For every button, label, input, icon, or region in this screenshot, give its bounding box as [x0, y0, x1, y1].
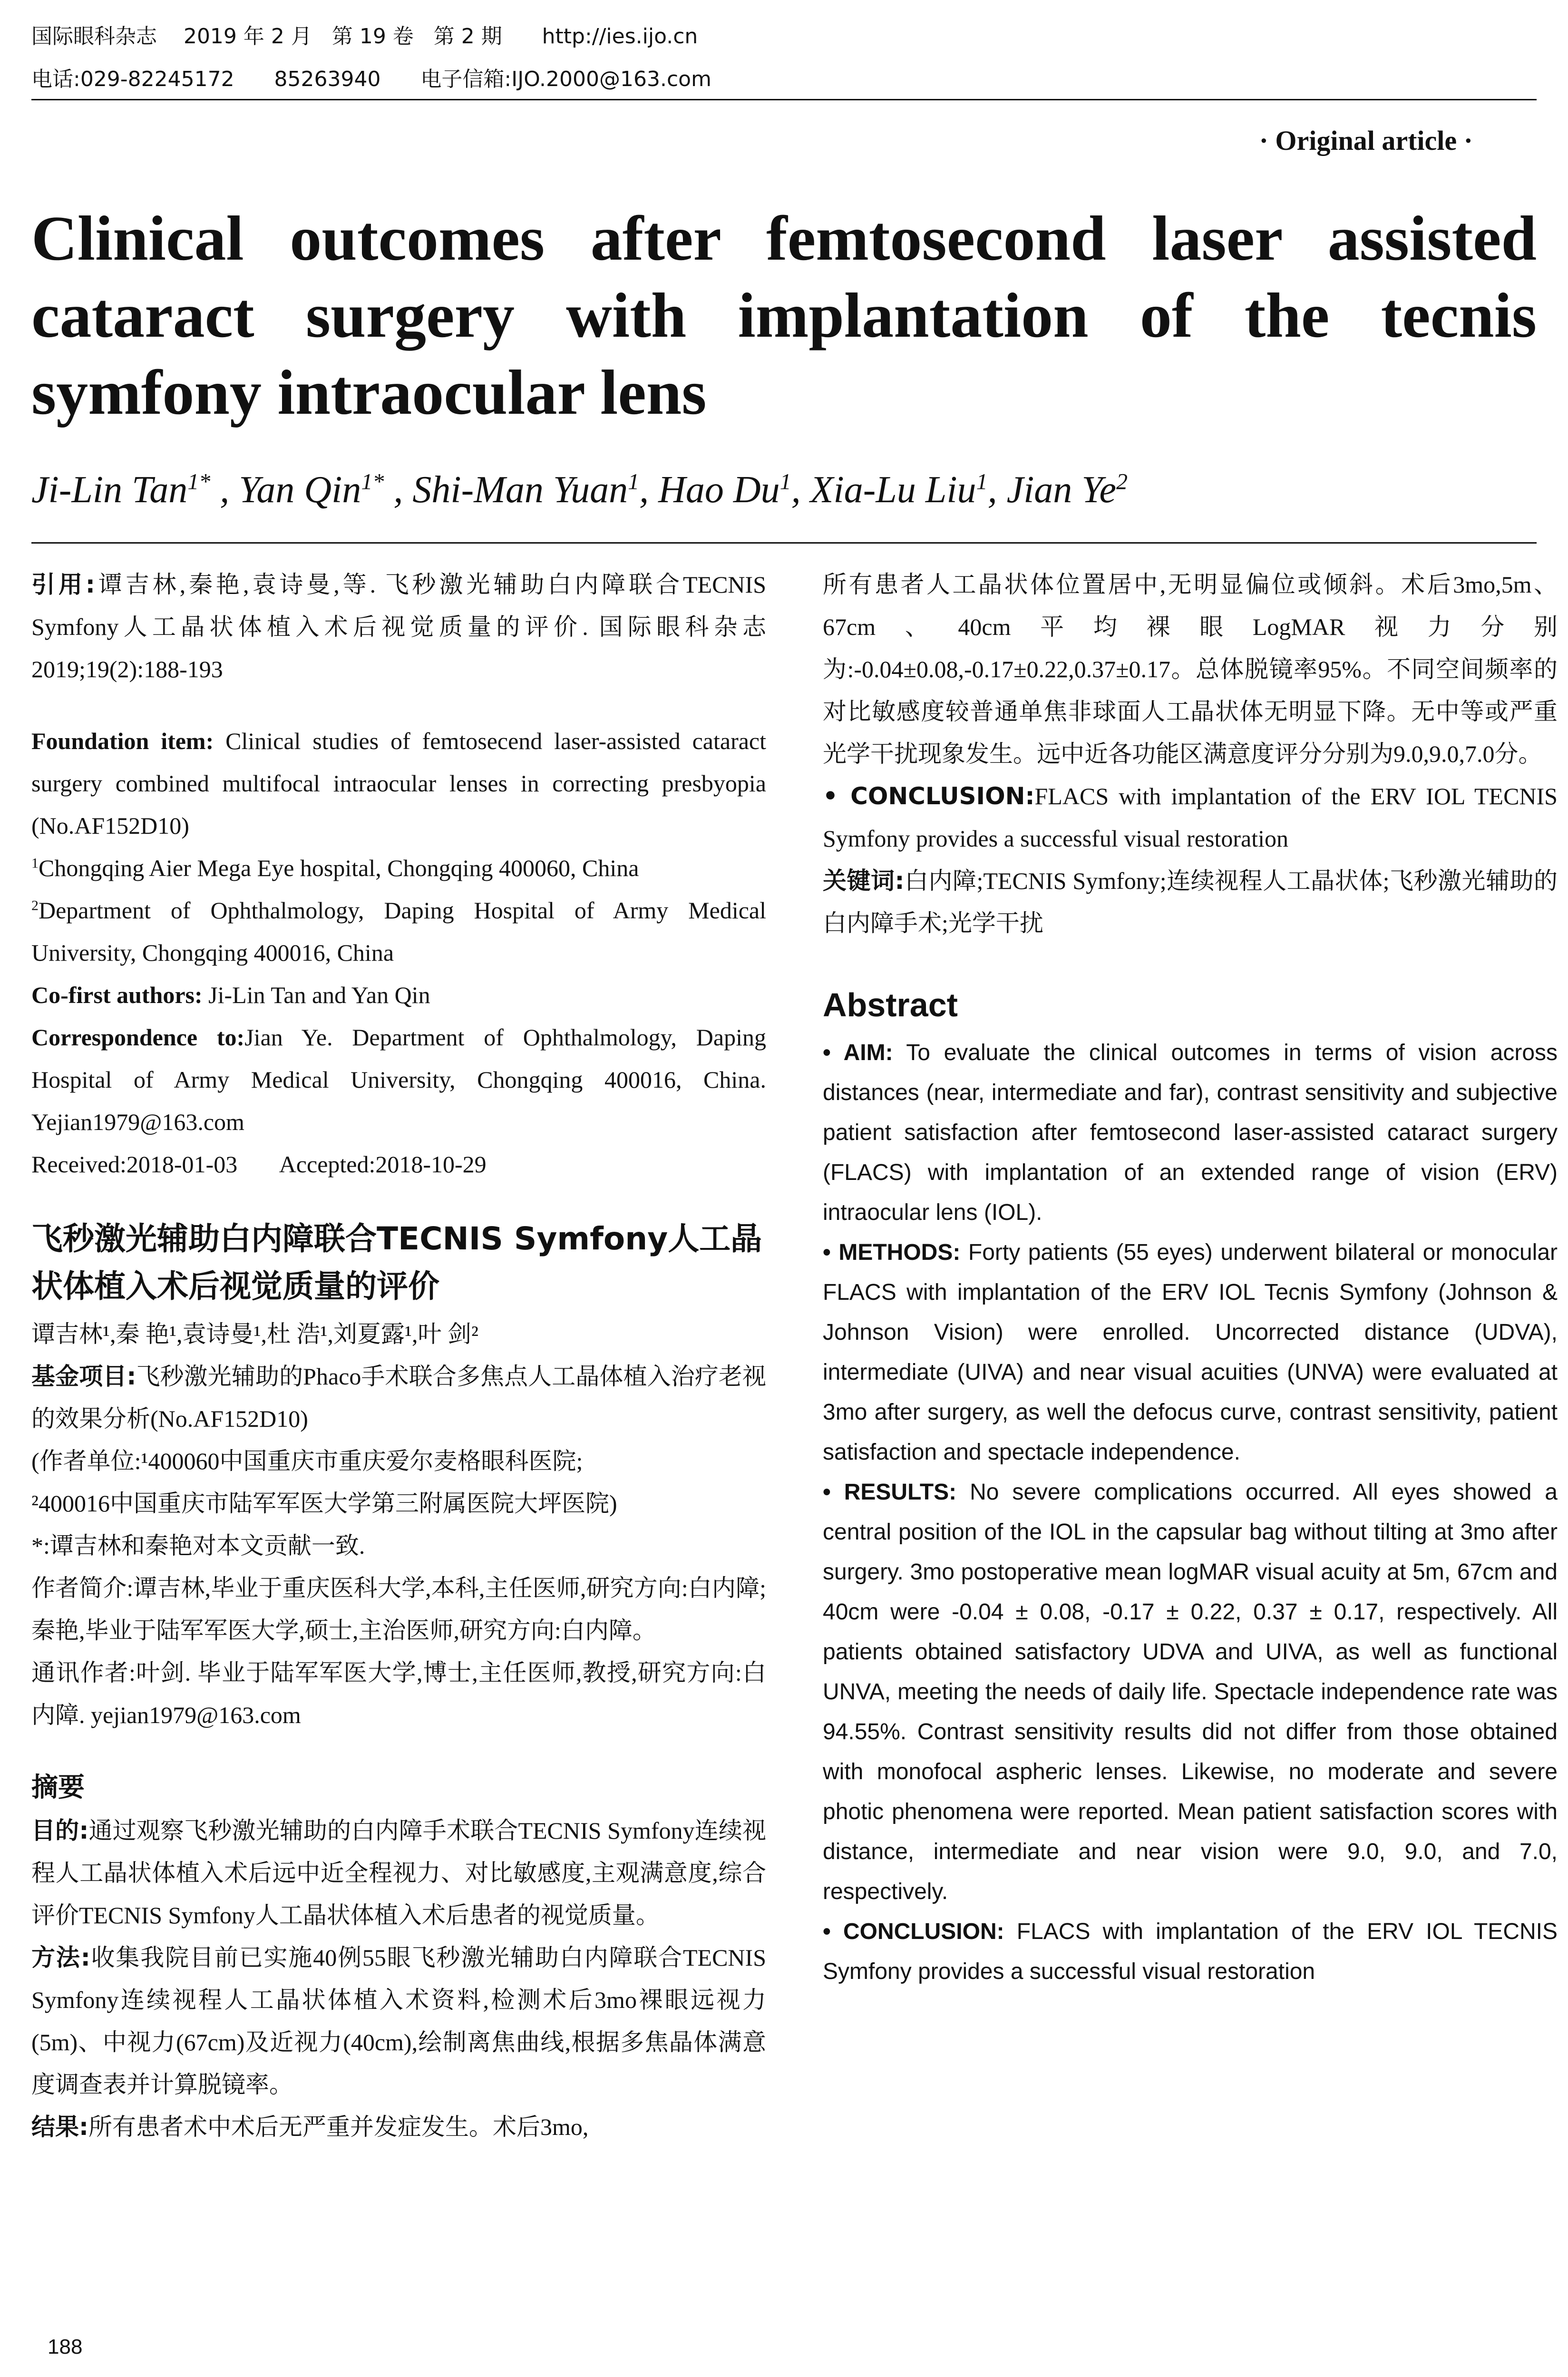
abstract-cn-heading: 摘要: [31, 1772, 85, 1803]
author: Ji-Lin Tan$^{1*}$ ,: [31, 469, 230, 511]
right-column: [823, 564, 1558, 1992]
journal-header-line2: 电话:029-82245172 85263940 电子信箱:IJO.2000@163.com: [31, 67, 711, 91]
author: Xia-Lu Liu$^1$,: [810, 469, 997, 511]
fund-item-cn: 基金项目:飞秒激光辅助的Phaco手术联合多焦点人工晶体植入治疗老视的效果分析(No.AF152D10): [31, 1363, 766, 1432]
page-number: 188: [48, 2335, 83, 2358]
author: Hao Du$^1$,: [658, 469, 801, 511]
author-bio: 作者简介:谭吉林,毕业于重庆医科大学,本科,主任医师,研究方向:白内障;秦艳,毕业于陆军军医大学,硕士,主治医师,研究方向:白内障。: [31, 1575, 766, 1644]
foundation-item: Foundation item: Clinical studies of femtosecend laser-assisted cataract surgery combined multifocal intraocular lenses in correcting presbyopia (No.AF152D10): [31, 728, 766, 839]
affiliation-2: $^2$Department of Ophthalmology, Daping Hospital of Army Medical University, Chongqing 400016, China: [31, 897, 766, 966]
abstract-results: • RESULTS: No severe complications occurred. All eyes showed a central position of the IOL in the capsular bag without tilting at 3mo after surgery. 3mo postoperative mean logMAR visual acuity at 5m, 67cm and 40cm were -0.04 ± 0.08, -0.17 ± 0.22, 0.37 ± 0.17, respectively. All patients obtained satisfactory UDVA and UIVA, as well as functional UNVA, meeting the needs of daily life. Spectacle independence rate was 94.55%. Contrast sensitivity results did not differ from those obtained with monofocal aspheric lenses. Likewise, no moderate and severe photic phenomena were reported. Mean patient satisfaction scores with distance, intermediate and near vision were 9.0, 9.0, and 7.0, respectively.: [823, 1480, 1558, 1904]
journal-header-line1: 国际眼科杂志 2019 年 2 月 第 19 卷 第 2 期 http://ies.ijo.cn: [31, 24, 698, 49]
article-title: Clinical outcomes after femtosecond laser assisted cataract surgery with implantation of the tecnis symfony intraocular lens: [31, 203, 1537, 428]
co-first-authors: Co-first authors: Ji-Lin Tan and Yan Qin: [31, 982, 430, 1008]
author: Shi-Man Yuan$^1$,: [412, 469, 649, 511]
abstract-conclusion: • CONCLUSION: FLACS with implantation of the ERV IOL TECNIS Symfony provides a successful visual restoration: [823, 1919, 1558, 1984]
abstract-methods: • METHODS: Forty patients (55 eyes) underwent bilateral or monocular FLACS with implantation of the ERV IOL Tecnis Symfony (Johnson & Johnson Vision) were enrolled. Uncorrected distance (UDVA), intermediate (UIVA) and near visual acuities (UNVA) were evaluated at 3mo after surgery, as well the defocus curve, contrast sensitivity, patient satisfaction and spectacle independence.: [823, 1240, 1558, 1465]
result-cn: 结果:所有患者术中术后无严重并发症发生。术后3mo,: [31, 2113, 589, 2141]
contribution-note: *:谭吉林和秦艳对本文贡献一致.: [31, 1532, 365, 1559]
chinese-authors: 谭吉林¹,秦 艳¹,袁诗曼¹,杜 浩¹,刘夏露¹,叶 剑²: [31, 1321, 478, 1347]
abstract-heading: Abstract: [823, 986, 958, 1023]
article-type: · Original article ·: [1259, 125, 1473, 156]
keywords-cn: 关键词:白内障;TECNIS Symfony;连续视程人工晶状体;飞秒激光辅助的白内障手术;光学干扰: [823, 867, 1558, 936]
affiliation-1: $^1$Chongqing Aier Mega Eye hospital, Chongqing 400060, China: [31, 855, 639, 881]
author-list: [31, 468, 1128, 512]
abstract-aim: • AIM: To evaluate the clinical outcomes in terms of vision across distances (near, intermediate and far), contrast sensitivity and subjective patient satisfaction after femtosecond laser-assisted cataract surgery (FLACS) with implantation of an extended range of vision (ERV) intraocular lens (IOL).: [823, 1040, 1558, 1225]
header-rule: [31, 99, 1537, 100]
left-column: [31, 564, 766, 2148]
conclusion-cn: • CONCLUSION:FLACS with implantation of the ERV IOL TECNIS Symfony provides a successful visual restoration: [823, 782, 1558, 852]
citation: 引用:谭吉林,秦艳,袁诗曼,等. 飞秒激光辅助白内障联合TECNIS Symfony人工晶状体植入术后视觉质量的评价. 国际眼科杂志 2019;19(2):188-193: [31, 571, 767, 682]
aim-cn: 目的:通过观察飞秒激光辅助的白内障手术联合TECNIS Symfony连续视程人工晶状体植入术后远中近全程视力、对比敏感度,主观满意度,综合评价TECNIS Symfony人工晶状体植入术后患者的视觉质量。: [31, 1817, 766, 1929]
dates: Received:2018-01-03 Accepted:2018-10-29: [31, 1151, 487, 1178]
chinese-title: 飞秒激光辅助白内障联合TECNIS Symfony人工晶状体植入术后视觉质量的评价: [31, 1220, 762, 1305]
unit-line-1: (作者单位:¹400060中国重庆市重庆爱尔麦格眼科医院;: [31, 1448, 583, 1474]
author: Jian Ye$^2$: [1006, 469, 1128, 511]
result-cn-continued: 所有患者人工晶状体位置居中,无明显偏位或倾斜。术后3mo,5m、67cm、40cm平均裸眼LogMAR视力分别为:-0.04±0.08,-0.17±0.22,0.37±0.17。总体脱镜率95%。不同空间频率的对比敏感度较普通单焦非球面人工晶状体无明显下降。无中等或严重光学干扰现象发生。远中近各功能区满意度评分分别为9.0,9.0,7.0分。: [823, 571, 1558, 767]
correspondence: Correspondence to:Jian Ye. Department of Ophthalmology, Daping Hospital of Army Medical University, Chongqing 400016, China. Yejian1979@163.com: [31, 1024, 766, 1135]
method-cn: 方法:收集我院目前已实施40例55眼飞秒激光辅助白内障联合TECNIS Symfony连续视程人工晶状体植入术资料,检测术后3mo裸眼远视力(5m)、中视力(67cm)及近视力(40cm),绘制离焦曲线,根据多焦晶体满意度调查表并计算脱镜率。: [31, 1944, 766, 2098]
unit-line-2: ²400016中国重庆市陆军军医大学第三附属医院大坪医院): [31, 1490, 617, 1517]
authors-rule: [31, 542, 1537, 544]
corresponding-author-cn: 通讯作者:叶剑. 毕业于陆军军医大学,博士,主任医师,教授,研究方向:白内障. yejian1979@163.com: [31, 1659, 766, 1728]
author: Yan Qin$^{1*}$ ,: [239, 469, 403, 511]
